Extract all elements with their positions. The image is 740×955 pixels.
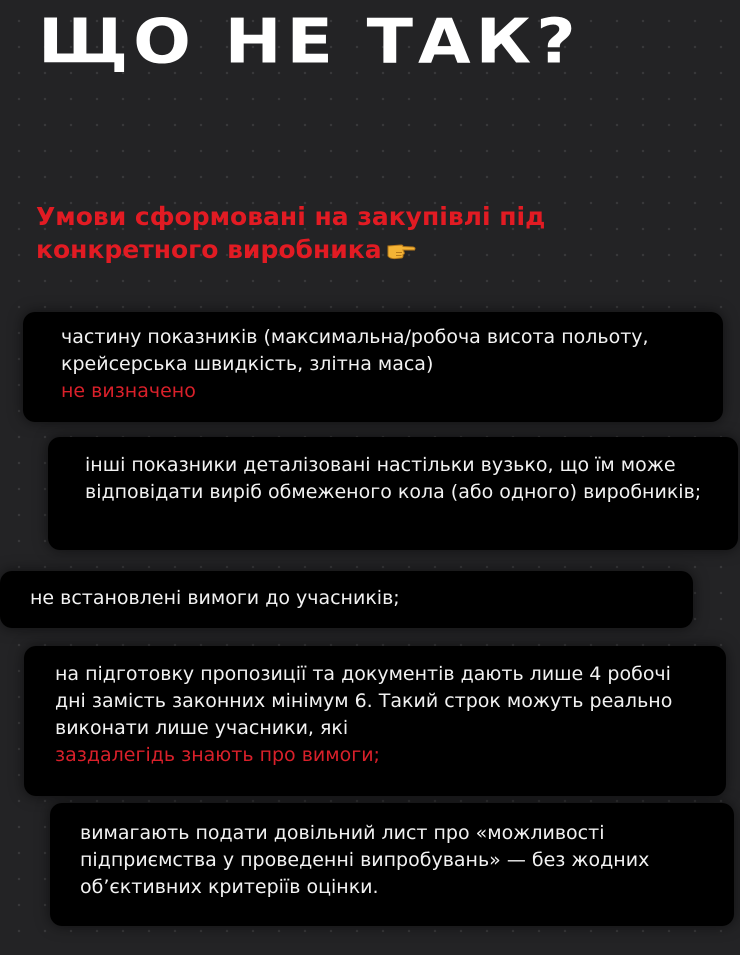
- card-highlight: заздалегідь знають про вимоги;: [55, 744, 380, 766]
- card-text: на підготовку пропозиції та документів дають лише 4 робочі дні замість законних мінімум 6. Такий строк можуть реально виконати лише учасники, які: [55, 663, 673, 739]
- subtitle-text: Умови сформовані на закупівлі під конкретного виробника: [36, 202, 546, 264]
- card-narrow-specifications: [48, 437, 738, 550]
- card-text: не встановлені вимоги до учасників;: [30, 587, 400, 609]
- card-text: інші показники деталізовані настільки вузько, що їм може відповідати виріб обмеженого кола (або одного) виробників;: [85, 454, 702, 503]
- pointing-hand-icon: [386, 236, 416, 269]
- card-text: вимагають подати довільний лист про «можливості підприємства у проведенні випробувань» — без жодних об’єктивних критеріїв оцінки.: [80, 822, 650, 898]
- card-arbitrary-letter: [50, 803, 734, 926]
- page-title: ЩО НЕ ТАК?: [38, 6, 581, 78]
- card-undefined-parameters: [23, 312, 723, 422]
- card-text: частину показників (максимальна/робоча висота польоту, крейсерська швидкість, злітна маса): [61, 326, 649, 375]
- card-short-deadline: [24, 646, 726, 796]
- subtitle: [36, 200, 676, 269]
- card-highlight: не визначено: [61, 380, 196, 402]
- card-participant-requirements: [0, 571, 693, 628]
